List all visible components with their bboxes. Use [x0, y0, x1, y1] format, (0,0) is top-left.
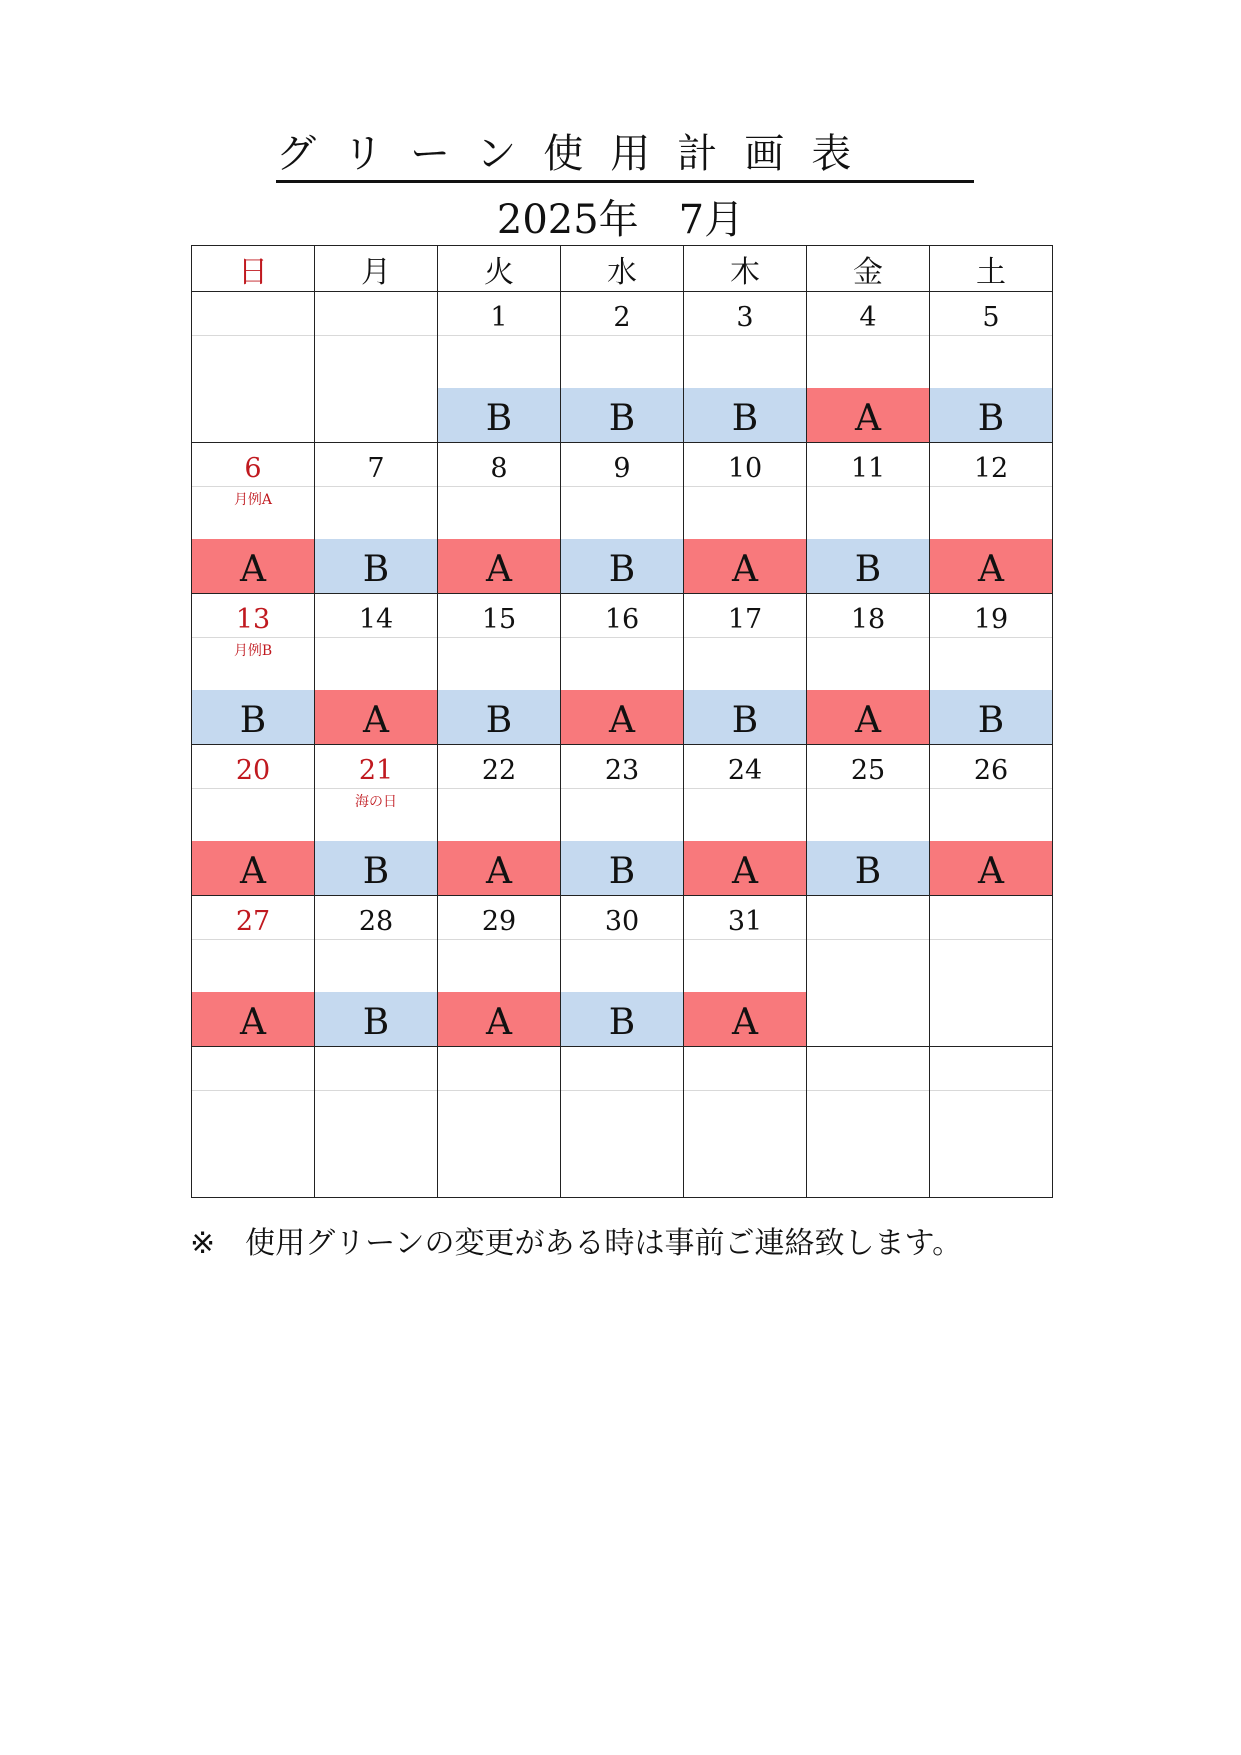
- day-number: [807, 896, 929, 940]
- day-number: 21: [315, 745, 437, 789]
- day-cell-inner: [930, 292, 1052, 442]
- green-assignment: B: [930, 690, 1052, 744]
- day-number: 4: [807, 292, 929, 336]
- day-cell: [807, 594, 930, 745]
- day-cell-inner: [807, 745, 929, 895]
- day-number: 1: [438, 292, 560, 336]
- day-cell: [438, 443, 561, 594]
- day-cell: [930, 896, 1053, 1047]
- green-assignment: B: [315, 992, 437, 1046]
- day-cell: [438, 745, 561, 896]
- green-assignment: A: [684, 841, 806, 895]
- day-cell-inner: [315, 1047, 437, 1197]
- green-assignment: B: [684, 690, 806, 744]
- day-cell: [930, 1047, 1053, 1198]
- green-assignment: B: [807, 539, 929, 593]
- day-number: [192, 1047, 314, 1091]
- reference-mark: ※: [190, 1226, 216, 1261]
- green-assignment: A: [438, 841, 560, 895]
- day-cell: [807, 745, 930, 896]
- day-cell: [315, 594, 438, 745]
- green-assignment: A: [684, 992, 806, 1046]
- green-assignment: B: [930, 388, 1052, 442]
- day-cell-inner: [561, 745, 683, 895]
- green-assignment: A: [315, 690, 437, 744]
- weekday-sun: 日: [192, 246, 315, 292]
- day-cell: [930, 292, 1053, 443]
- green-assignment: B: [684, 388, 806, 442]
- month-label: 2025年 7月: [496, 197, 745, 243]
- day-note: 海の日: [355, 794, 397, 810]
- day-cell: [561, 745, 684, 896]
- day-cell: [930, 594, 1053, 745]
- day-cell-inner: [192, 1047, 314, 1197]
- green-assignment: A: [930, 539, 1052, 593]
- day-cell-inner: [684, 292, 806, 442]
- day-number: 31: [684, 896, 806, 940]
- day-cell-inner: [192, 443, 314, 593]
- day-number: [684, 1047, 806, 1091]
- weekday-fri: 金: [807, 246, 930, 292]
- day-number: 28: [315, 896, 437, 940]
- day-cell: [930, 443, 1053, 594]
- day-number: [930, 1047, 1052, 1091]
- weekday-sat: 土: [930, 246, 1053, 292]
- day-number: 24: [684, 745, 806, 789]
- day-number: 8: [438, 443, 560, 487]
- day-number: 26: [930, 745, 1052, 789]
- day-cell-inner: [561, 594, 683, 744]
- day-number: 23: [561, 745, 683, 789]
- green-assignment: A: [807, 690, 929, 744]
- calendar-table: [191, 245, 1053, 1198]
- week-row: [192, 745, 1053, 896]
- day-cell: [807, 1047, 930, 1198]
- day-cell: [684, 443, 807, 594]
- day-cell: [192, 745, 315, 896]
- day-cell: [561, 594, 684, 745]
- day-cell-inner: [561, 1047, 683, 1197]
- green-assignment: A: [192, 992, 314, 1046]
- day-cell: [561, 1047, 684, 1198]
- green-assignment: B: [807, 841, 929, 895]
- day-cell-inner: [684, 594, 806, 744]
- day-cell-inner: [192, 745, 314, 895]
- day-number: 13: [192, 594, 314, 638]
- day-cell-inner: [930, 594, 1052, 744]
- day-cell: [192, 594, 315, 745]
- week-row: [192, 443, 1053, 594]
- weekday-wed: 水: [561, 246, 684, 292]
- day-number: [561, 1047, 683, 1091]
- day-number: 10: [684, 443, 806, 487]
- green-assignment: A: [192, 539, 314, 593]
- day-number: 5: [930, 292, 1052, 336]
- day-cell: [315, 292, 438, 443]
- day-cell: [561, 443, 684, 594]
- day-cell: [561, 292, 684, 443]
- day-cell: [561, 896, 684, 1047]
- day-cell: [438, 896, 561, 1047]
- day-number: [192, 292, 314, 336]
- day-number: 6: [192, 443, 314, 487]
- day-cell-inner: [192, 896, 314, 1046]
- day-number: 9: [561, 443, 683, 487]
- day-cell: [807, 896, 930, 1047]
- green-assignment: A: [684, 539, 806, 593]
- green-assignment: B: [561, 841, 683, 895]
- green-assignment: A: [561, 690, 683, 744]
- day-cell-inner: [438, 292, 560, 442]
- day-number: 2: [561, 292, 683, 336]
- day-cell-inner: [438, 443, 560, 593]
- week-row: [192, 594, 1053, 745]
- day-cell-inner: [684, 443, 806, 593]
- day-number: [315, 1047, 437, 1091]
- green-assignment: B: [438, 388, 560, 442]
- day-cell: [315, 443, 438, 594]
- day-number: 7: [315, 443, 437, 487]
- green-assignment: B: [315, 841, 437, 895]
- day-number: 12: [930, 443, 1052, 487]
- weekday-mon: 月: [315, 246, 438, 292]
- green-assignment: A: [930, 841, 1052, 895]
- day-number: 22: [438, 745, 560, 789]
- day-cell: [684, 745, 807, 896]
- day-cell-inner: [930, 745, 1052, 895]
- day-cell: [684, 1047, 807, 1198]
- weekday-tue: 火: [438, 246, 561, 292]
- day-cell-inner: [438, 745, 560, 895]
- day-cell: [807, 292, 930, 443]
- green-assignment: B: [438, 690, 560, 744]
- day-cell: [192, 896, 315, 1047]
- day-cell-inner: [684, 1047, 806, 1197]
- day-cell: [684, 594, 807, 745]
- day-number: 27: [192, 896, 314, 940]
- day-cell-inner: [315, 896, 437, 1046]
- day-number: [315, 292, 437, 336]
- week-row: [192, 1047, 1053, 1198]
- green-assignment: A: [438, 992, 560, 1046]
- day-cell-inner: [315, 594, 437, 744]
- day-cell: [315, 745, 438, 896]
- day-number: 3: [684, 292, 806, 336]
- day-cell-inner: [807, 1047, 929, 1197]
- day-cell: [930, 745, 1053, 896]
- day-cell-inner: [315, 745, 437, 895]
- green-assignment: A: [192, 841, 314, 895]
- green-assignment: B: [561, 388, 683, 442]
- day-note: 月例A: [233, 492, 273, 508]
- day-number: 18: [807, 594, 929, 638]
- green-assignment: A: [438, 539, 560, 593]
- day-cell: [438, 292, 561, 443]
- green-assignment: B: [192, 690, 314, 744]
- day-cell-inner: [807, 292, 929, 442]
- day-cell: [192, 443, 315, 594]
- day-number: [438, 1047, 560, 1091]
- day-cell-inner: [438, 1047, 560, 1197]
- green-assignment: B: [315, 539, 437, 593]
- day-cell-inner: [684, 745, 806, 895]
- day-cell: [684, 292, 807, 443]
- day-cell-inner: [192, 292, 314, 442]
- day-number: 17: [684, 594, 806, 638]
- day-cell: [807, 443, 930, 594]
- footer-text: 使用グリーンの変更がある時は事前ご連絡致します。: [245, 1226, 963, 1261]
- day-cell: [438, 594, 561, 745]
- day-number: 19: [930, 594, 1052, 638]
- green-assignment: B: [561, 539, 683, 593]
- day-number: 14: [315, 594, 437, 638]
- day-cell-inner: [192, 594, 314, 744]
- page-title: グリーン使用計画表: [276, 132, 974, 183]
- day-cell-inner: [561, 443, 683, 593]
- day-cell-inner: [315, 443, 437, 593]
- day-number: 16: [561, 594, 683, 638]
- day-cell-inner: [807, 896, 929, 1046]
- day-cell-inner: [930, 896, 1052, 1046]
- day-cell: [192, 292, 315, 443]
- day-cell-inner: [561, 896, 683, 1046]
- day-number: 25: [807, 745, 929, 789]
- day-cell-inner: [807, 443, 929, 593]
- day-cell-inner: [315, 292, 437, 442]
- day-cell: [438, 1047, 561, 1198]
- day-cell: [684, 896, 807, 1047]
- week-row: [192, 292, 1053, 443]
- day-cell-inner: [438, 896, 560, 1046]
- day-cell-inner: [930, 443, 1052, 593]
- day-number: 30: [561, 896, 683, 940]
- weekday-thu: 木: [684, 246, 807, 292]
- weekday-header-row: [192, 246, 1053, 292]
- day-cell-inner: [807, 594, 929, 744]
- day-number: 15: [438, 594, 560, 638]
- day-number: 11: [807, 443, 929, 487]
- week-row: [192, 896, 1053, 1047]
- day-note: 月例B: [233, 643, 273, 659]
- day-number: [807, 1047, 929, 1091]
- day-cell-inner: [684, 896, 806, 1046]
- day-cell: [315, 896, 438, 1047]
- day-number: 20: [192, 745, 314, 789]
- day-number: 29: [438, 896, 560, 940]
- calendar-body: [192, 292, 1053, 1198]
- footer-note: [190, 1224, 962, 1264]
- day-cell-inner: [930, 1047, 1052, 1197]
- green-assignment: B: [561, 992, 683, 1046]
- day-cell: [192, 1047, 315, 1198]
- day-cell-inner: [561, 292, 683, 442]
- day-cell: [315, 1047, 438, 1198]
- day-number: [930, 896, 1052, 940]
- day-cell-inner: [438, 594, 560, 744]
- green-assignment: A: [807, 388, 929, 442]
